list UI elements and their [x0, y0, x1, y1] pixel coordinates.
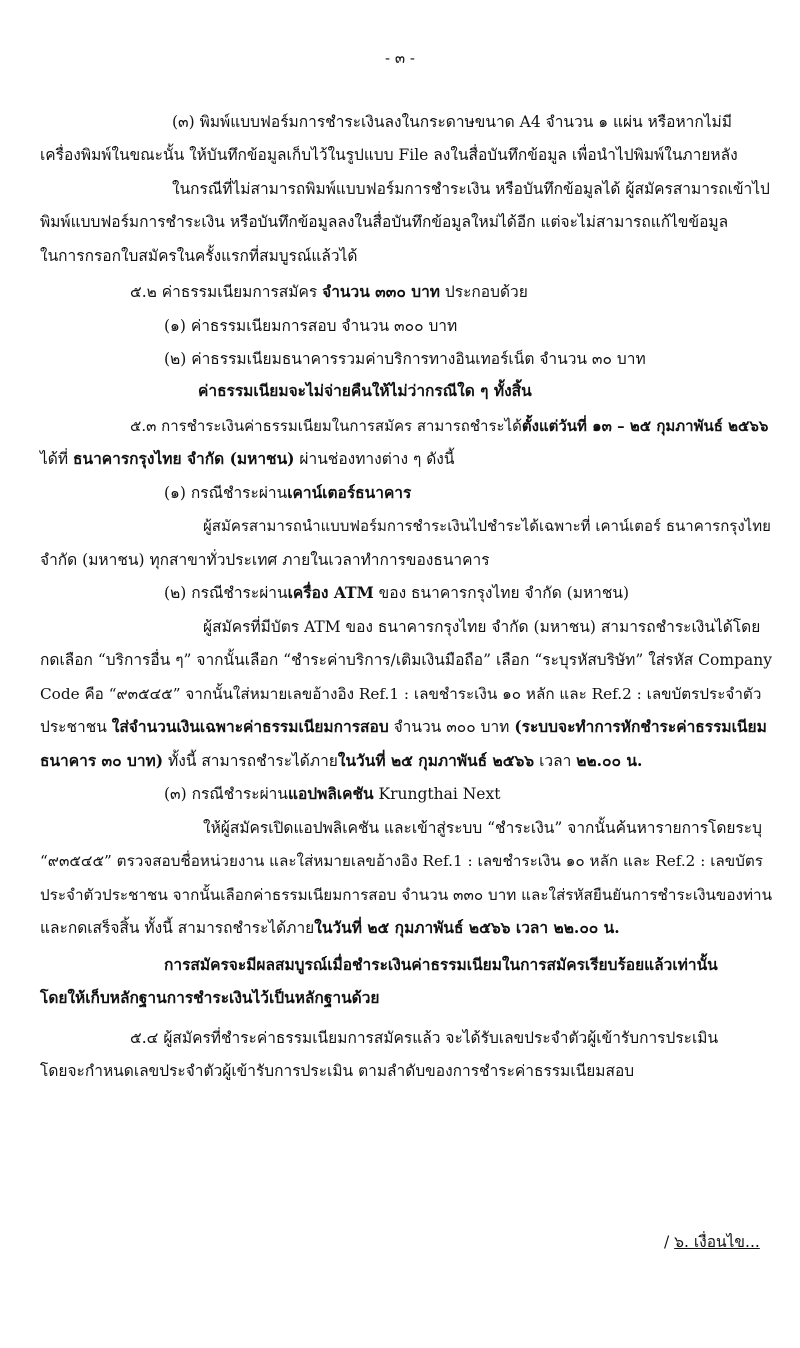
text-run: ผ่านช่องทางต่าง ๆ ดังนี้ [294, 450, 455, 468]
text-run: และกดเสร็จสิ้น ทั้งนี้ สามารถชำระได้ภาย [40, 919, 315, 937]
text-line [40, 885, 772, 905]
text-run-bold: ธนาคาร ๓๐ บาท) [40, 751, 164, 770]
text-line [172, 112, 757, 132]
text-run: ผู้สมัครที่มีบัตร ATM ของ ธนาคารกรุงไทย จำกัด (มหาชน) สามารถชำระเงินได้โดย [203, 618, 761, 636]
text-run: ๕.๒ ค่าธรรมเนียมการสมัคร [130, 283, 323, 301]
text-line [164, 316, 457, 336]
text-run: ในกรณีที่ไม่สามารถพิมพ์แบบฟอร์มการชำระเงิน หรือบันทึกข้อมูลได้ ผู้สมัครสามารถเข้าไป [172, 180, 770, 198]
text-run: ประกอบด้วย [440, 283, 528, 301]
text-line [40, 246, 357, 266]
text-run: เวลา [534, 752, 577, 770]
text-run: จำกัด (มหาชน) ทุกสาขาทั่วประเทศ ภายในเวลาทำการของธนาคาร [40, 551, 490, 569]
text-line [40, 145, 770, 165]
text-line [164, 349, 646, 369]
text-run: พิมพ์แบบฟอร์มการชำระเงิน หรือบันทึกข้อมูลลงในสื่อบันทึกข้อมูลใหม่ได้อีก แต่จะไม่สามารถแก้ไขข้อมูล [40, 213, 729, 231]
text-run: ๕.๓ การชำระเงินค่าธรรมเนียมในการสมัคร สามารถชำระได้ [130, 417, 522, 435]
text-run: ในการกรอกใบสมัครในครั้งแรกที่สมบูรณ์แล้วได้ [40, 247, 358, 265]
text-run: ได้ที่ [40, 450, 74, 468]
continuation-prefix: / [664, 1233, 675, 1251]
text-line [40, 851, 763, 871]
text-run-bold: จำนวน ๓๓๐ บาท [322, 282, 440, 301]
text-run: ผู้สมัครสามารถนำแบบฟอร์มการชำระเงินไปชำระได้เฉพาะที่ เคาน์เตอร์ ธนาคารกรุงไทย [203, 517, 771, 535]
text-run-bold: ๒๒.๐๐ น. [576, 751, 643, 770]
text-run: ๕.๔ ผู้สมัครที่ชำระค่าธรรมเนียมการสมัครแล้ว จะได้รับเลขประจำตัวผู้เข้ารับการประเมิน [130, 1029, 719, 1047]
text-run: เครื่องพิมพ์ในขณะนั้น ให้บันทึกข้อมูลเก็บไว้ในรูปแบบ File ลงในสื่อบันทึกข้อมูล เพื่อนำไปพิมพ์ในภายหลัง [40, 146, 738, 164]
text-line [40, 988, 380, 1008]
text-line [164, 483, 411, 503]
text-run: Krungthai Next [373, 785, 501, 803]
text-line [203, 818, 762, 838]
text-run-bold: ใส่จำนวนเงินเฉพาะค่าธรรมเนียมการสอบ [111, 717, 389, 736]
text-run-bold: ตั้งแต่วันที่ ๑๓ – ๒๕ กุมภาพันธ์ ๒๕๖๖ [521, 417, 769, 435]
text-line [40, 918, 620, 938]
text-line [40, 751, 642, 771]
text-run: (๑) กรณีชำระผ่าน [164, 484, 288, 502]
text-run: (๓) พิมพ์แบบฟอร์มการชำระเงินลงในกระดาษขนาด A4 จำนวน ๑ แผ่น หรือหากไม่มี [172, 113, 732, 131]
text-line [130, 282, 528, 302]
text-line [40, 650, 772, 670]
text-line [40, 717, 767, 737]
text-line [164, 955, 718, 975]
text-run-bold: เคาน์เตอร์ธนาคาร [287, 483, 412, 502]
text-line [40, 1061, 634, 1081]
text-run: ของ ธนาคารกรุงไทย จำกัด (มหาชน) [373, 584, 630, 602]
text-run: (๓) กรณีชำระผ่าน [164, 785, 288, 803]
text-run: Code คือ “๙๓๕๔๕” จากนั้นใส่หมายเลขอ้างอิง Ref.1 : เลขชำระเงิน ๑๐ หลัก และ Ref.2 : เลขบัตรประจำตัว [40, 685, 762, 703]
text-run: (๑) ค่าธรรมเนียมการสอบ จำนวน ๓๐๐ บาท [164, 317, 458, 335]
text-run: ประจำตัวประชาชน จากนั้นเลือกค่าธรรมเนียมการสอบ จำนวน ๓๓๐ บาท และใส่รหัสยืนยันการชำระเงินของท่าน [40, 886, 773, 904]
text-line [40, 550, 490, 570]
text-line [164, 583, 629, 603]
text-run: กดเลือก “บริการอื่น ๆ” จากนั้นเลือก “ชำระค่าบริการ/เติมเงินมือถือ” เลือก “ระบุรหัสบริษัท” ใส่รหัส Company [40, 651, 772, 669]
text-run: (๒) กรณีชำระผ่าน [164, 584, 288, 602]
text-run-bold: เครื่อง ATM [287, 583, 374, 602]
text-run-bold: ในวันที่ ๒๕ กุมภาพันธ์ ๒๕๖๖ เวลา ๒๒.๐๐ น. [314, 918, 620, 937]
text-run: “๙๓๕๔๕” ตรวจสอบชื่อหน่วยงาน และใส่หมายเลขอ้างอิง Ref.1 : เลขชำระเงิน ๑๐ หลัก และ Ref.2 : เลขบัตร [40, 852, 763, 870]
page-continuation [664, 1232, 760, 1252]
text-line [203, 617, 760, 637]
text-run-bold: ค่าธรรมเนียมจะไม่จ่ายคืนให้ไม่ว่ากรณีใด ๆ ทั้งสิ้น [198, 381, 532, 400]
text-run-bold: ในวันที่ ๒๕ กุมภาพันธ์ ๒๕๖๖ [337, 751, 535, 770]
text-run-bold: การสมัครจะมีผลสมบูรณ์เมื่อชำระเงินค่าธรรมเนียมในการสมัครเรียบร้อยแล้วเท่านั้น [164, 955, 718, 974]
text-run-bold: โดยให้เก็บหลักฐานการชำระเงินไว้เป็นหลักฐานด้วย [40, 988, 380, 1007]
text-line [40, 684, 761, 704]
text-run: ให้ผู้สมัครเปิดแอปพลิเคชัน และเข้าสู่ระบบ “ชำระเงิน” จากนั้นค้นหารายการโดยระบุ [203, 819, 762, 837]
text-run: (๒) ค่าธรรมเนียมธนาคารรวมค่าบริการทางอินเทอร์เน็ต จำนวน ๓๐ บาท [164, 350, 646, 368]
text-run-bold: (ระบบจะทำการหักชำระค่าธรรมเนียม [514, 717, 767, 736]
page-number: - ๓ - [385, 49, 415, 67]
text-line [172, 179, 770, 199]
text-run: ประชาชน [40, 718, 112, 736]
text-line [203, 516, 771, 536]
text-line [130, 1028, 718, 1048]
text-line [130, 416, 769, 436]
text-run: โดยจะกำหนดเลขประจำตัวผู้เข้ารับการประเมิน ตามลำดับของการชำระค่าธรรมเนียมสอบ [40, 1062, 635, 1080]
continuation-text: ๖. เงื่อนไข... [674, 1233, 760, 1251]
text-run: ทั้งนี้ สามารถชำระได้ภาย [163, 752, 338, 770]
text-run: จำนวน ๓๐๐ บาท [388, 718, 515, 736]
text-line [164, 784, 500, 804]
text-line [198, 381, 532, 401]
text-run-bold: แอปพลิเคชัน [287, 784, 374, 803]
text-line [40, 212, 770, 232]
text-line [40, 449, 454, 469]
text-run-bold: ธนาคารกรุงไทย จำกัด (มหาชน) [73, 449, 295, 468]
